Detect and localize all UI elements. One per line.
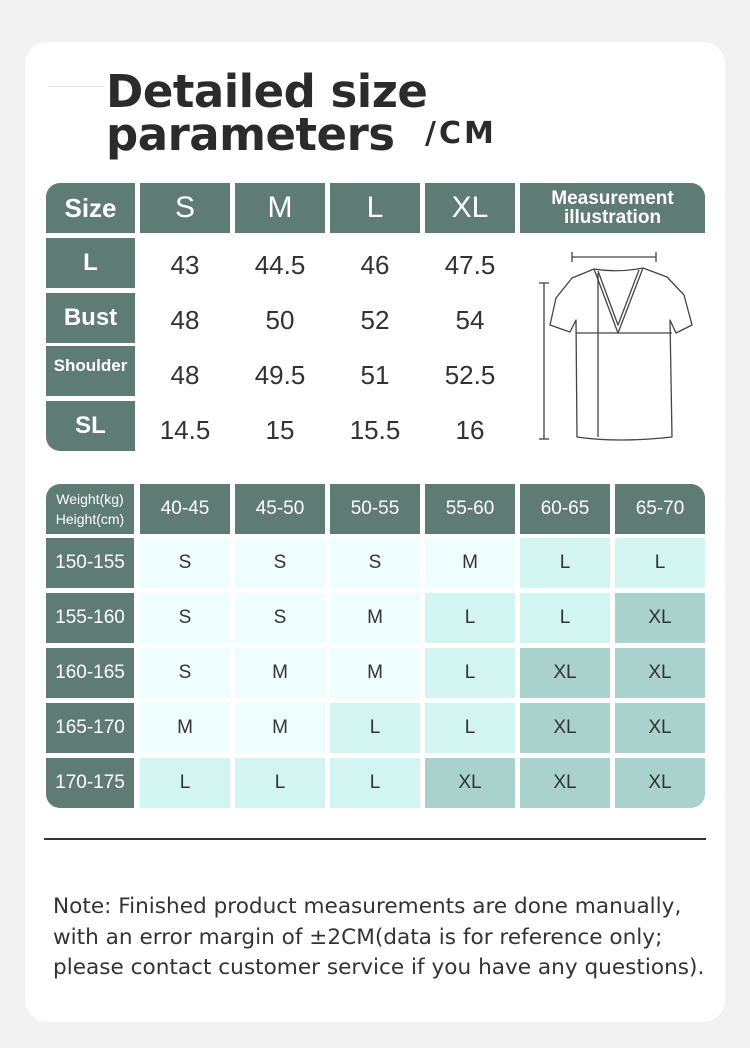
value-cell: 16 [455, 414, 485, 445]
recommended-size-cell: S [235, 538, 325, 588]
title-line-2: parameters [106, 108, 395, 161]
title-line-1: Detailed size [106, 65, 428, 118]
row-label-shoulder: Shoulder [46, 346, 135, 396]
value-cell: 43 [170, 249, 200, 280]
recommended-size-cell: L [615, 538, 705, 588]
garment-illustration [532, 245, 704, 450]
value-cell: 15.5 [349, 414, 401, 445]
value-cell: 52 [360, 304, 390, 335]
recommended-size-cell: M [235, 648, 325, 698]
value-cell: 48 [170, 304, 200, 335]
size-header-l: L [330, 183, 420, 233]
recommended-size-cell: M [425, 538, 515, 588]
recommended-size-cell: XL [520, 758, 610, 808]
row-label-bust: Bust [46, 293, 135, 343]
recommended-size-cell: L [520, 538, 610, 588]
weight-header: 55-60 [425, 484, 515, 534]
height-label: Height(cm) [55, 511, 125, 527]
size-table-corner: Size [46, 183, 135, 233]
note-line-3: please contact customer service if you have any questions). [53, 955, 705, 980]
recommended-size-cell: XL [615, 703, 705, 753]
measurement-header-line-2: illustration [563, 207, 662, 228]
value-cell: 48 [170, 359, 200, 390]
value-cell: 54 [455, 304, 485, 335]
height-row-label: 170-175 [46, 758, 134, 808]
value-cell: 49.5 [254, 359, 306, 390]
height-row-label: 165-170 [46, 703, 134, 753]
weight-header: 65-70 [615, 484, 705, 534]
measurement-illustration-header [520, 183, 705, 233]
value-cell: 14.5 [159, 414, 211, 445]
unit-label: /CM [425, 116, 497, 151]
divider-line [44, 838, 706, 840]
value-cell: 15 [265, 414, 295, 445]
recommended-size-cell: M [235, 703, 325, 753]
recommended-size-cell: S [140, 593, 230, 643]
note-line-1: Note: Finished product measurements are done manually, [53, 894, 682, 919]
weight-label: Weight(kg) [56, 491, 124, 507]
recommended-size-cell: L [140, 758, 230, 808]
recommended-size-cell: M [330, 593, 420, 643]
recommended-size-cell: XL [615, 648, 705, 698]
row-label-sleeve-length: SL [46, 401, 135, 451]
value-cell: 46 [360, 249, 390, 280]
row-label-length: L [46, 238, 135, 288]
recommended-size-cell: S [235, 593, 325, 643]
recommended-size-cell: XL [425, 758, 515, 808]
recommended-size-cell: L [330, 758, 420, 808]
recommended-size-cell: L [235, 758, 325, 808]
note-line-2: with an error margin of ±2CM(data is for reference only; [53, 924, 663, 950]
measurement-header-line-1: Measurement [551, 188, 674, 209]
recommended-size-cell: S [330, 538, 420, 588]
recommended-size-cell: M [330, 648, 420, 698]
page-title [106, 65, 428, 161]
decorative-line [48, 86, 104, 87]
recommended-size-cell: S [140, 538, 230, 588]
recommended-size-cell: L [425, 703, 515, 753]
recommended-size-cell: L [520, 593, 610, 643]
height-row-label: 150-155 [46, 538, 134, 588]
note-text [53, 892, 723, 984]
height-row-label: 155-160 [46, 593, 134, 643]
recommended-size-cell: XL [520, 648, 610, 698]
recommended-size-cell: XL [520, 703, 610, 753]
weight-header: 50-55 [330, 484, 420, 534]
recommended-size-cell: XL [615, 758, 705, 808]
recommended-size-cell: XL [615, 593, 705, 643]
value-cell: 51 [360, 359, 390, 390]
value-cell: 52.5 [444, 359, 496, 390]
weight-height-corner [46, 484, 134, 534]
size-header-s: S [140, 183, 230, 233]
height-row-label: 160-165 [46, 648, 134, 698]
size-header-xl: XL [425, 183, 515, 233]
size-header-m: M [235, 183, 325, 233]
weight-header: 60-65 [520, 484, 610, 534]
value-cell: 44.5 [254, 249, 306, 280]
weight-header: 40-45 [140, 484, 230, 534]
recommended-size-cell: L [330, 703, 420, 753]
recommended-size-cell: M [140, 703, 230, 753]
value-cell: 47.5 [444, 249, 496, 280]
recommended-size-cell: S [140, 648, 230, 698]
weight-header: 45-50 [235, 484, 325, 534]
recommended-size-cell: L [425, 593, 515, 643]
value-cell: 50 [265, 304, 295, 335]
recommended-size-cell: L [425, 648, 515, 698]
